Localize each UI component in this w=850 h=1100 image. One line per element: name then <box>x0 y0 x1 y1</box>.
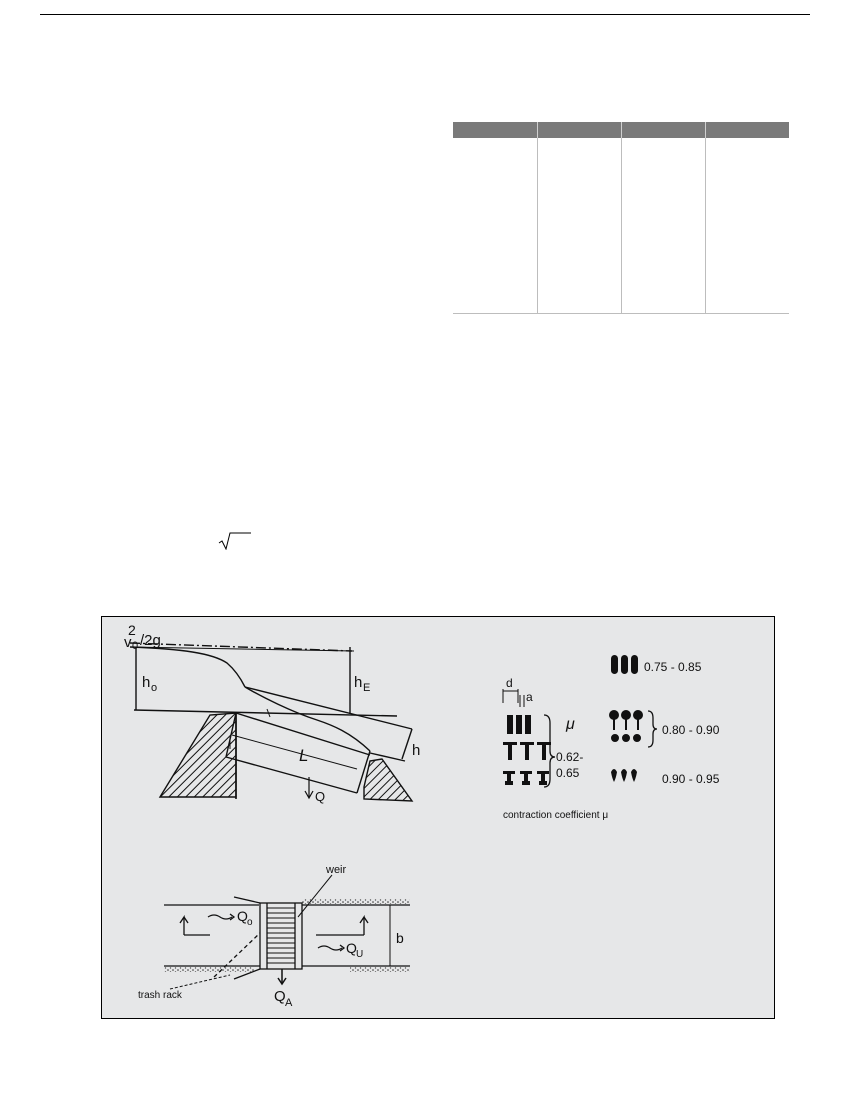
weir-label: weir <box>326 864 347 876</box>
teardrop-bars-range: 0.90 - 0.95 <box>662 772 720 786</box>
table-cell <box>621 138 705 314</box>
table-header-cell <box>621 122 705 138</box>
contraction-coefficient-caption: contraction coefficient μ <box>503 810 609 821</box>
table-cell <box>453 138 537 314</box>
a-label: a <box>526 690 533 704</box>
rect-bars-range-line2: 0.65 <box>556 766 580 780</box>
i-profile-bars <box>503 771 549 785</box>
QA-subscript: A <box>285 997 293 1009</box>
circular-bars <box>611 734 642 743</box>
brace-icon <box>648 711 657 747</box>
plan-view <box>164 875 410 989</box>
d-label: d <box>506 676 513 690</box>
rounded-bars <box>611 655 638 674</box>
circular-head-bars <box>609 710 643 730</box>
Qu-subscript: U <box>356 949 364 960</box>
velocity-head-exponent: 2 <box>128 622 136 638</box>
h-label: h <box>412 742 421 759</box>
figure-drawing <box>102 617 774 1018</box>
t-profile-bars <box>503 742 551 760</box>
Q0-subscript: o <box>247 917 253 928</box>
teardrop-bars <box>611 769 637 782</box>
rounded-bars-range: 0.75 - 0.85 <box>644 660 702 674</box>
hE-label: h <box>354 674 363 691</box>
table-row <box>453 138 789 314</box>
QA-label: Q <box>274 988 286 1005</box>
table-header-cell <box>537 122 621 138</box>
header-rule <box>40 14 810 15</box>
table-header-cell <box>453 122 537 138</box>
velocity-head-subscript: 0 <box>132 640 139 652</box>
right-abutment <box>364 759 412 801</box>
trash-rack-label: trash rack <box>138 990 182 1001</box>
bar-spacing-dimension <box>503 689 524 707</box>
L-label: L <box>299 746 309 765</box>
energy-line <box>130 643 352 651</box>
Q0-label: Q <box>237 908 248 924</box>
rectangular-bars <box>507 715 531 734</box>
trash-rack-grid <box>267 908 295 963</box>
rect-bars-range-line1: 0.62- <box>556 750 584 764</box>
table-header-cell <box>705 122 789 138</box>
spec-table <box>453 122 789 314</box>
circular-bars-range: 0.80 - 0.90 <box>662 723 720 737</box>
velocity-head-v: v <box>124 634 132 651</box>
figure-panel <box>101 616 775 1019</box>
table-cell <box>705 138 789 314</box>
b-label: b <box>396 930 404 946</box>
h0-subscript: o <box>151 682 158 694</box>
velocity-head-denominator: /2g <box>140 632 161 649</box>
mu-symbol: μ <box>566 716 575 733</box>
hE-subscript: E <box>363 682 371 694</box>
left-abutment <box>160 713 236 797</box>
Q-label: Q <box>315 789 326 804</box>
square-root-sign <box>218 532 252 550</box>
Qu-label: Q <box>346 940 357 956</box>
h0-label: h <box>142 674 151 691</box>
table-header-row <box>453 122 789 138</box>
table-cell <box>537 138 621 314</box>
